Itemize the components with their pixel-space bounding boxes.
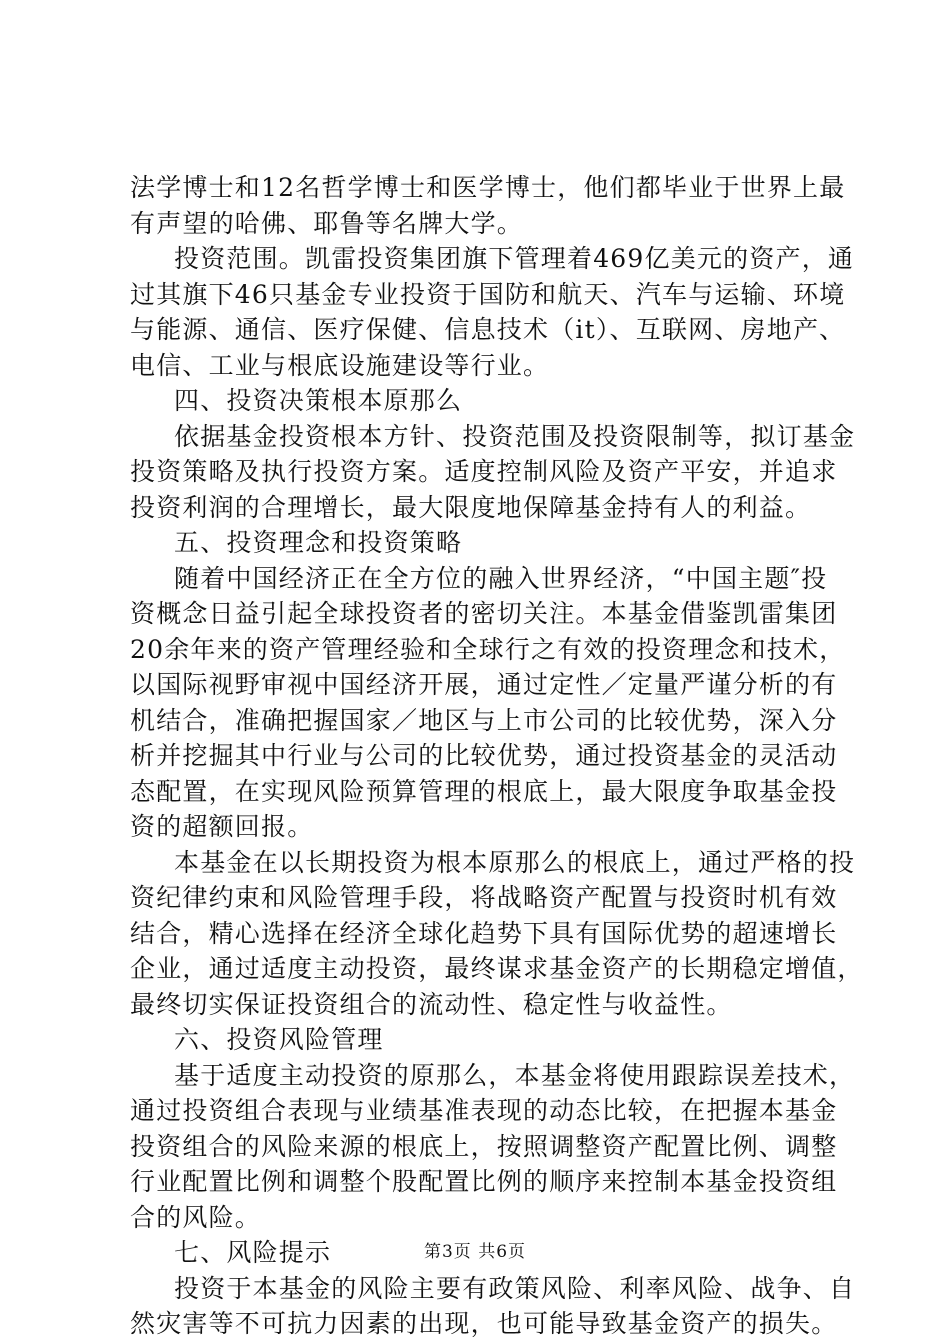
section-heading: 五、投资理念和投资策略 [174,528,463,557]
section-heading: 七、风险提示 [174,1238,332,1267]
text-line: 企业，通过适度主动投资，最终谋求基金资产的长期稳定增值， [130,954,864,983]
paragraph-start-line: 随着中国经济正在全方位的融入世界经济，“中国主题″投 [174,563,828,593]
text-line: 以国际视野审视中国经济开展，通过定性／定量严谨分析的有 [130,670,838,699]
text-line: 态配置，在实现风险预算管理的根底上，最大限度争取基金投 [130,776,838,806]
text-line: 然灾害等不可抗力因素的出现，也可能导致基金资产的损失。 [130,1309,838,1338]
paragraph-start-line: 基于适度主动投资的原那么，本基金将使用跟踪误差技术， [174,1060,856,1090]
document-body [130,170,864,1342]
paragraph-start-line: 本基金在以长期投资为根本原那么的根底上，通过严格的投 [174,847,856,877]
text-line: 20余年来的资产管理经验和全球行之有效的投资理念和技术， [130,634,846,664]
page-number: 第3页 共6页 [423,1242,527,1262]
paragraph-start-line: 依据基金投资根本方针、投资范围及投资限制等，拟订基金 [174,421,856,451]
text-line: 投资策略及执行投资方案。适度控制风险及资产平安，并追求 [130,457,838,486]
text-line: 电信、工业与根底设施建设等行业。 [130,350,550,380]
text-line: 最终切实保证投资组合的流动性、稳定性与收益性。 [130,989,733,1019]
section-heading: 四、投资决策根本原那么 [174,386,463,415]
text-line: 结合，精心选择在经济全球化趋势下具有国际优势的超速增长 [130,918,838,948]
section-heading: 六、投资风险管理 [174,1025,384,1054]
text-line: 投资利润的合理增长，最大限度地保障基金持有人的利益。 [130,492,812,522]
paragraph-start-line: 投资范围。凯雷投资集团旗下管理着469亿美元的资产，通 [174,244,855,273]
text-line: 资纪律约束和风险管理手段，将战略资产配置与投资时机有效 [130,883,838,912]
text-line: 过其旗下46只基金专业投资于国防和航天、汽车与运输、环境 [130,279,846,309]
text-line: 资概念日益引起全球投资者的密切关注。本基金借鉴凯雷集团 [130,599,838,628]
text-line: 通过投资组合表现与业绩基准表现的动态比较，在把握本基金 [130,1096,838,1125]
text-line: 析并挖掘其中行业与公司的比较优势，通过投资基金的灵活动 [130,741,838,770]
text-line: 机结合，准确把握国家／地区与上市公司的比较优势，深入分 [130,705,838,735]
text-line: 有声望的哈佛、耶鲁等名牌大学。 [130,208,524,238]
text-line: 法学博士和12名哲学博士和医学博士，他们都毕业于世界上最 [130,173,846,202]
text-line: 资的超额回报。 [130,812,314,841]
paragraph-start-line: 投资于本基金的风险主要有政策风险、利率风险、战争、自 [174,1273,856,1303]
text-line: 投资组合的风险来源的根底上，按照调整资产配置比例、调整 [130,1131,838,1161]
text-line: 合的风险。 [130,1202,262,1232]
text-line: 与能源、通信、医疗保健、信息技术（it）、互联网、房地产、 [130,315,846,344]
text-line: 行业配置比例和调整个股配置比例的顺序来控制本基金投资组 [130,1167,838,1196]
